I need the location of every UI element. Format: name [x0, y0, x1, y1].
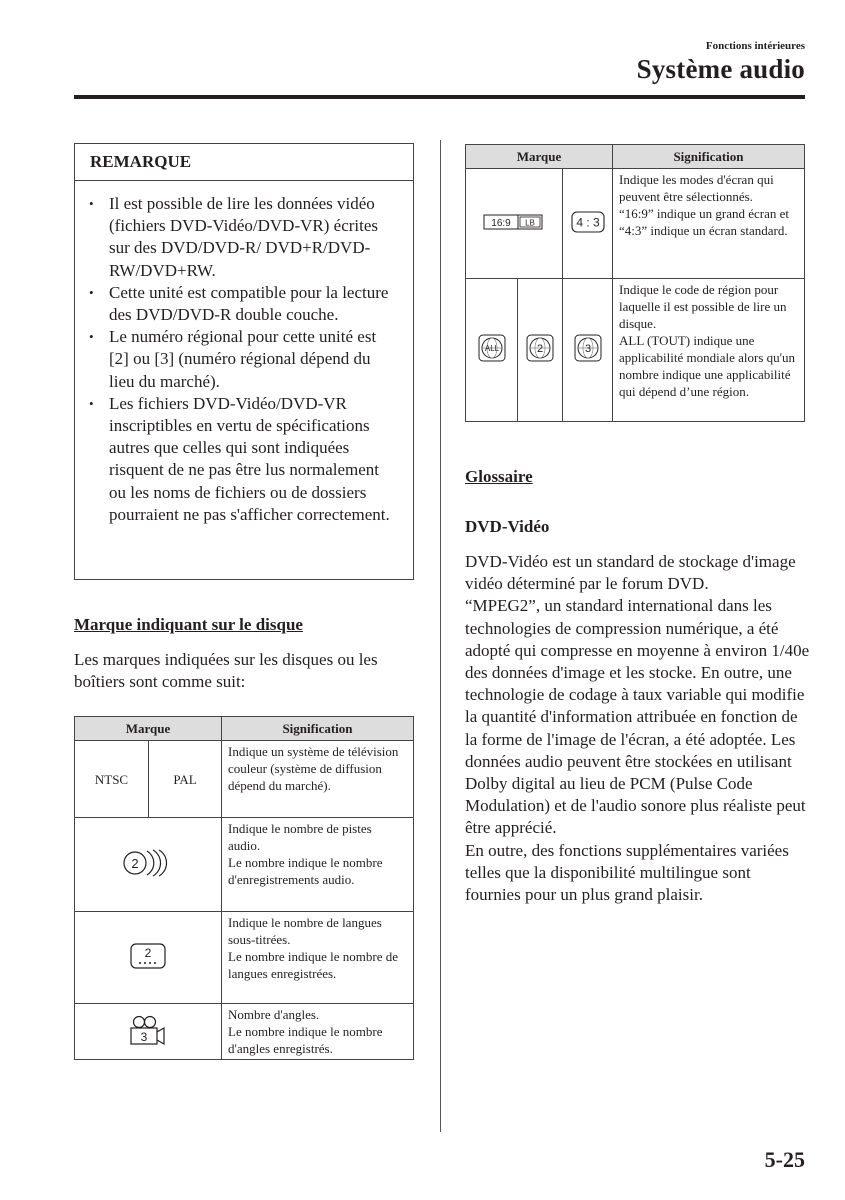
note-box	[74, 143, 414, 580]
column-header-mark: Marque	[466, 145, 613, 169]
column-header-meaning: Signification	[222, 717, 414, 741]
header-rule	[74, 95, 805, 99]
svg-text:4 : 3: 4 : 3	[575, 215, 600, 229]
svg-text:2: 2	[131, 855, 139, 871]
glossary-term: DVD-Vidéo	[465, 517, 550, 536]
svg-text:3: 3	[584, 343, 591, 355]
glossary-paragraph: En outre, des fonctions supplémentaires variées telles que la disponibilité multilingue sont fournies pour un plus grand plaisir.	[465, 840, 789, 905]
note-item: • Le numéro régional pour cette unité est [2] ou [3] (numéro régional dépend du lieu du marché).	[89, 326, 399, 393]
audio-tracks-icon	[75, 818, 222, 912]
meaning-cell: Indique le nombre de pistes audio. Le nombre indique le nombre d'enregistrements audio.	[222, 818, 414, 912]
meaning-cell: Indique le code de région pour laquelle il est possible de lire un disque. ALL (TOUT) indique une applicabilité mondiale alors qu'un nombre indique une applicabilité qui dépend d’une région.	[613, 279, 805, 422]
glossary-heading: Glossaire	[465, 467, 533, 486]
meaning-cell: Indique les modes d'écran qui peuvent être sélectionnés. “16:9” indique un grand écran et “4:3” indique un écran standard.	[613, 169, 805, 279]
marks-table-continued	[465, 144, 805, 422]
aspect-4-3-icon	[563, 169, 613, 279]
bullet-icon: •	[89, 395, 94, 411]
svg-text:ALL: ALL	[484, 344, 499, 353]
note-item: • Les fichiers DVD-Vidéo/DVD-VR inscriptibles en vertu de spécifications autres que celles qui sont indiquées risquent de ne pas être lus normalement ou les noms de fichiers ou de dossiers pourraient ne pas s'afficher correctement.	[89, 393, 399, 526]
marks-table	[74, 716, 414, 1060]
mark-ntsc: NTSC	[75, 741, 149, 818]
column-divider	[440, 140, 441, 1132]
table-row	[466, 169, 805, 279]
region-2-icon	[518, 279, 563, 422]
table-row	[75, 1004, 414, 1060]
svg-text:16:9: 16:9	[491, 217, 511, 229]
meaning-cell: Nombre d'angles. Le nombre indique le nombre d'angles enregistrés.	[222, 1004, 414, 1060]
marks-heading: Marque indiquant sur le disque	[74, 615, 303, 634]
glossary-body	[465, 551, 810, 906]
svg-text:2: 2	[536, 343, 544, 355]
note-title: REMARQUE	[75, 144, 413, 181]
bullet-icon: •	[89, 284, 94, 300]
table-row	[466, 279, 805, 422]
marks-intro: Les marques indiquées sur les disques ou les boîtiers sont comme suit:	[74, 650, 378, 692]
camera-angles-icon	[75, 1004, 222, 1060]
meaning-cell: Indique un système de télévision couleur (système de diffusion dépend du marché).	[222, 741, 414, 818]
svg-text:LB: LB	[525, 218, 535, 227]
page-number: 5-25	[764, 1147, 805, 1172]
page-title: Système audio	[636, 54, 805, 84]
bullet-icon: •	[89, 329, 94, 345]
column-header-meaning: Signification	[613, 145, 805, 169]
table-row	[75, 818, 414, 912]
svg-text:3: 3	[140, 1029, 148, 1044]
meaning-cell: Indique le nombre de langues sous-titrées. Le nombre indique le nombre de langues enregistrées.	[222, 912, 414, 1004]
note-list	[75, 181, 413, 526]
table-header-row	[466, 145, 805, 169]
svg-text:2: 2	[144, 945, 152, 960]
glossary-paragraph: “MPEG2”, un standard international dans les technologies de compression numérique, a été adopté qui compresse en moyenne à environ 1/40e des données d'image et les stocke. En outre, une technologie de codage à taux variable qui modifie la quantité d'information attribuée en fonction de la forme de l'image de l'écran, a été adoptée. Les données audio peuvent être stockées en utilisant Dolby digital au lieu de PCM (Pulse Code Modulation) et de l'audio sonore plus réaliste peut être apprécié.	[465, 596, 810, 838]
glossary-paragraph: DVD-Vidéo est un standard de stockage d'image vidéo déterminé par le forum DVD.	[465, 552, 796, 594]
table-header-row	[75, 717, 414, 741]
column-header-mark: Marque	[75, 717, 222, 741]
table-row	[75, 741, 414, 818]
note-item: • Cette unité est compatible pour la lecture des DVD/DVD-R double couche.	[89, 282, 399, 326]
table-row	[75, 912, 414, 1004]
region-all-icon	[466, 279, 518, 422]
mark-pal: PAL	[149, 741, 222, 818]
bullet-icon: •	[89, 196, 94, 211]
subtitles-icon	[75, 912, 222, 1004]
region-3-icon	[563, 279, 613, 422]
note-item: • Il est possible de lire les données vidéo (fichiers DVD-Vidéo/DVD-VR) écrites sur des DVD/DVD-R/ DVD+R/DVD-RW/DVD+RW.	[89, 193, 399, 282]
section-label: Fonctions intérieures	[705, 40, 805, 52]
aspect-ratio-icon	[466, 169, 563, 279]
